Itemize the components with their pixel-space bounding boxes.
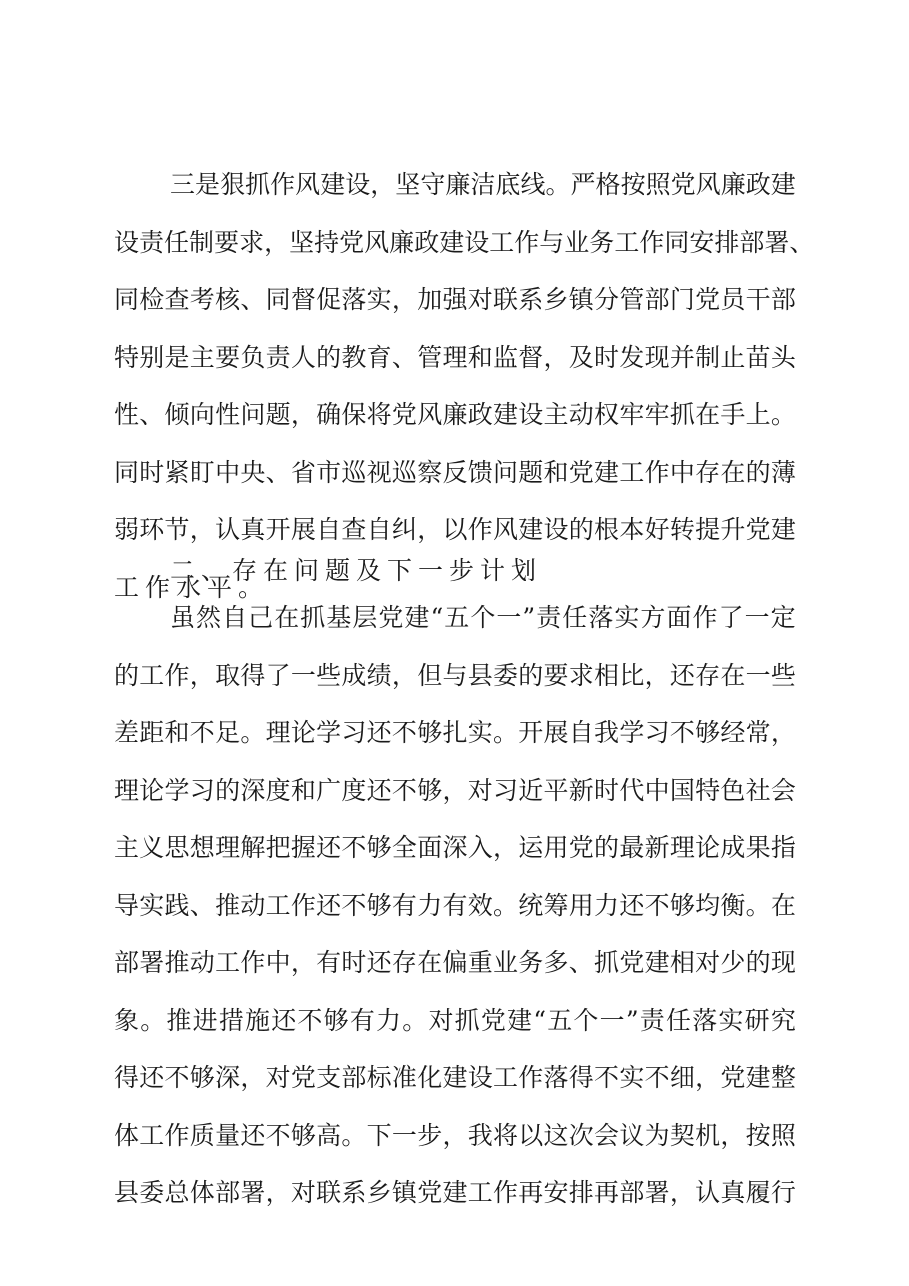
paragraph-line: 县 委 总 体 部 署 ， 对 联 系 乡 镇 党 建 工 作 再 安 排 再 部 署 ， 认 真 履 行	[114, 1178, 796, 1207]
paragraph-line: 导 实 践 、 推 动 工 作 还 不 够 有 力 有 效 。 统 筹 用 力 还 不 够 均 衡 。 在	[114, 890, 796, 920]
paragraph-line: 部 署 推 动 工 作 中 ， 有 时 还 存 在 偏 重 业 务 多 、 抓 党 建 相 对 少 的 现	[114, 948, 796, 977]
paragraph-line: 三 是 狠 抓 作 风 建 设 ， 坚 守 廉 洁 底 线 。 严 格 按 照 党 风 廉 政 建	[170, 170, 796, 199]
paragraph-line: 工作水平。	[114, 572, 270, 602]
paragraph-line: 虽 然 自 己 在 抓 基 层 党 建 “ 五 个 一 ” 责 任 落 实 方 面 作 了 一 定	[170, 603, 796, 632]
paragraph-problems-plan	[114, 589, 796, 1222]
paragraph-line: 主 义 思 想 理 解 把 握 还 不 够 全 面 深 入 ， 运 用 党 的 最 新 理 论 成 果 指	[114, 833, 796, 862]
paragraph-line: 性 、 倾 向 性 问 题 ， 确 保 将 党 风 廉 政 建 设 主 动 权 牢 牢 抓 在 手 上 。	[114, 400, 796, 429]
paragraph-line: 特 别 是 主 要 负 责 人 的 教 育 、 管 理 和 监 督 ， 及 时 发 现 并 制 止 苗 头	[114, 342, 796, 372]
paragraph-line: 同 检 查 考 核 、 同 督 促 落 实 ， 加 强 对 联 系 乡 镇 分 管 部 门 党 员 干 部	[114, 285, 796, 314]
paragraph-line: 得 还 不 够 深 ， 对 党 支 部 标 准 化 建 设 工 作 落 得 不 实 不 细 ， 党 建 整	[114, 1063, 796, 1092]
paragraph-line: 理 论 学 习 的 深 度 和 广 度 还 不 够 ， 对 习 近 平 新 时 代 中 国 特 色 社 会	[114, 775, 796, 805]
paragraph-line: 同 时 紧 盯 中 央 、 省 市 巡 视 巡 察 反 馈 问 题 和 党 建 工 作 中 存 在 的 薄	[114, 457, 796, 487]
paragraph-line: 的 工 作 ， 取 得 了 一 些 成 绩 ， 但 与 县 委 的 要 求 相 比 ， 还 存 在 一 些	[114, 660, 796, 690]
paragraph-line: 弱 环 节 ， 认 真 开 展 自 查 自 纠 ， 以 作 风 建 设 的 根 本 好 转 提 升 党 建	[114, 515, 796, 544]
paragraph-line: 象 。 推 进 措 施 还 不 够 有 力 。 对 抓 党 建 “ 五 个 一 ” 责 任 落 实 研 究	[114, 1005, 796, 1035]
paragraph-line: 体 工 作 质 量 还 不 够 高 。 下 一 步 ， 我 将 以 这 次 会 议 为 契 机 ， 按 照	[114, 1120, 796, 1150]
section-heading: 二、存在问题及下一步计划	[170, 556, 543, 585]
paragraph-line: 差 距 和 不 足 。 理 论 学 习 还 不 够 扎 实 。 开 展 自 我 学 习 不 够 经 常 ，	[114, 718, 796, 747]
paragraph-line: 设 责 任 制 要 求 ， 坚 持 党 风 廉 政 建 设 工 作 与 业 务 工 作 同 安 排 部 署 、	[114, 227, 815, 257]
